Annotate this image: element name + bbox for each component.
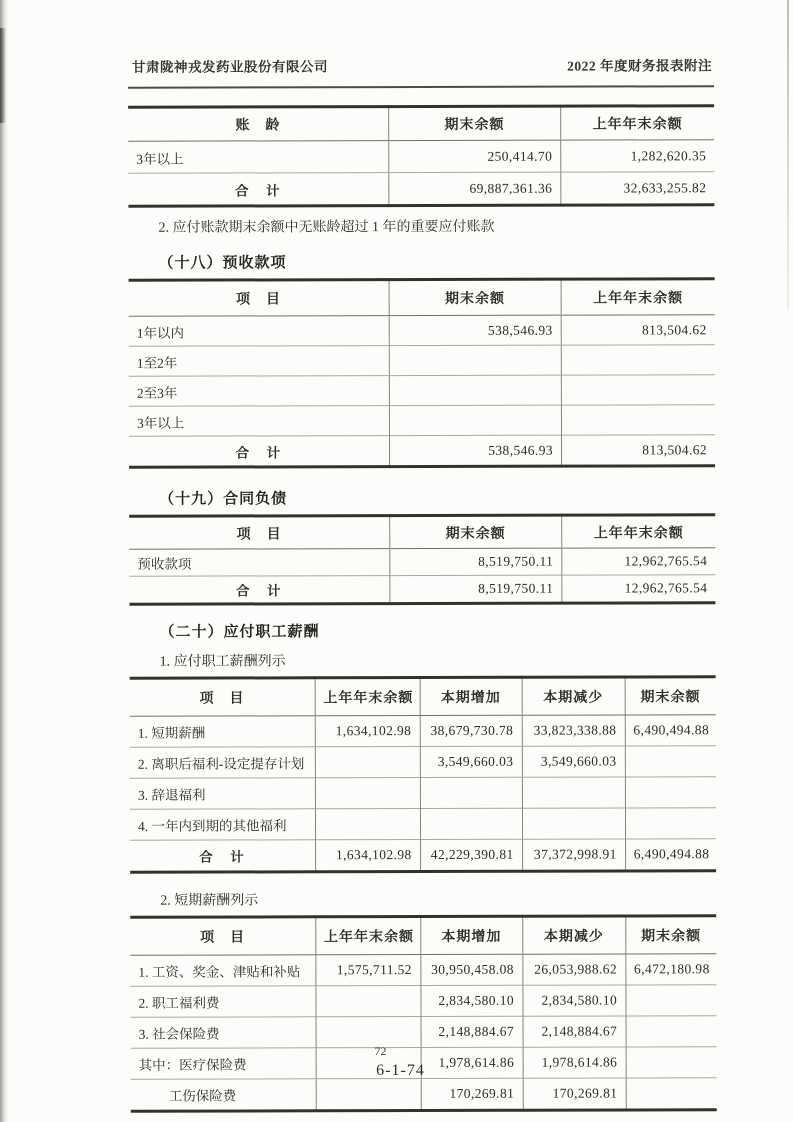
section-heading-19: （十九）合同负债 <box>159 491 288 508</box>
column-header: 期末余额 <box>389 515 561 548</box>
column-header: 账 龄 <box>128 107 388 142</box>
table-row <box>131 1078 717 1112</box>
table-row <box>130 715 716 748</box>
amount-cell: 6,472,180.98 <box>625 954 716 985</box>
table-row <box>130 777 716 810</box>
amount-cell: 3,549,660.03 <box>522 746 625 777</box>
amount-cell: 813,504.62 <box>561 315 715 345</box>
column-header: 本期减少 <box>522 677 625 715</box>
column-header: 项 目 <box>129 280 389 317</box>
table-row <box>129 375 715 407</box>
row-label-cell: 其中：医疗保险费 <box>131 1048 316 1079</box>
amount-cell <box>625 808 716 839</box>
amount-cell: 26,053,988.62 <box>522 954 625 985</box>
row-label-cell: 3. 社会保险费 <box>131 1017 316 1048</box>
row-label-cell: 2. 离职后福利-设定提存计划 <box>130 747 315 778</box>
table-row <box>130 985 716 1018</box>
doc-code: 6-1-74 <box>376 1062 425 1079</box>
amount-cell <box>420 808 522 839</box>
row-label-cell: 合 计 <box>128 173 388 207</box>
amount-cell: 12,962,765.54 <box>562 575 716 603</box>
column-header: 期末余额 <box>389 279 561 315</box>
table-row <box>130 746 716 779</box>
amount-cell <box>389 405 561 435</box>
row-label-cell: 1年以内 <box>136 325 184 341</box>
row-label-cell: 2. 职工福利费 <box>130 986 315 1017</box>
row-label-cell: 2至3年 <box>129 376 389 407</box>
section-heading-20: （二十）应付职工薪酬 <box>159 624 320 641</box>
row-label-cell: 1. 短期薪酬 <box>137 725 206 741</box>
table-row <box>129 548 715 577</box>
amount-cell <box>561 405 715 435</box>
header-row <box>130 916 716 956</box>
amount-cell: 1,575,711.52 <box>316 955 421 986</box>
amount-cell: 1,978,614.86 <box>523 1047 626 1078</box>
amount-cell: 1,282,620.35 <box>561 140 715 172</box>
row-label-cell: 3. 辞退福利 <box>130 778 315 809</box>
amount-cell <box>522 808 625 839</box>
amount-cell: 8,519,750.11 <box>390 575 562 603</box>
page-content <box>128 54 717 1113</box>
amount-cell <box>626 1016 717 1047</box>
scan-shadow-left-dark <box>0 28 6 123</box>
amount-cell <box>315 778 420 809</box>
amount-cell <box>626 1078 717 1110</box>
header-row <box>129 279 715 317</box>
amount-cell <box>625 777 716 808</box>
column-header: 上年年末余额 <box>561 106 715 140</box>
amount-cell: 30,950,458.08 <box>420 954 522 985</box>
contract-liabilities-table <box>129 513 715 606</box>
scan-line-right <box>787 0 789 310</box>
page-number: 72 <box>374 1044 387 1058</box>
amount-cell <box>625 746 716 777</box>
amount-cell: 1,978,614.86 <box>421 1047 523 1078</box>
column-header: 项 目 <box>130 678 315 716</box>
row-label-cell: 预收款项 <box>137 556 192 572</box>
total-row <box>129 575 715 605</box>
row-label-cell: 合 计 <box>129 436 389 468</box>
amount-cell <box>561 345 715 375</box>
amount-cell: 33,823,338.88 <box>522 715 625 746</box>
amount-cell: 250,414.70 <box>388 140 560 172</box>
table-row <box>129 405 715 437</box>
table-row <box>130 954 716 987</box>
employee-compensation-table <box>130 675 717 874</box>
short-term-compensation-table <box>130 914 717 1113</box>
amount-cell: 38,679,730.78 <box>420 715 522 746</box>
amount-cell <box>522 777 625 808</box>
table-row <box>129 345 715 377</box>
amount-cell <box>420 777 522 808</box>
column-header: 期末余额 <box>625 677 716 715</box>
total-row <box>130 839 716 873</box>
column-header: 上年年末余额 <box>561 279 715 315</box>
table-row <box>128 140 714 174</box>
amount-cell: 170,269.81 <box>523 1078 626 1110</box>
amount-cell <box>626 985 717 1016</box>
amount-cell: 69,887,361.36 <box>388 172 560 205</box>
column-header: 本期增加 <box>420 916 522 954</box>
total-row <box>129 435 715 468</box>
running-header <box>128 54 714 89</box>
amount-cell: 42,229,390.81 <box>420 839 522 871</box>
table-row <box>129 315 715 347</box>
amount-cell <box>315 809 420 840</box>
amount-cell: 2,148,884.67 <box>421 1016 523 1047</box>
amount-cell: 2,834,580.10 <box>522 985 625 1016</box>
amount-cell: 1,634,102.98 <box>315 716 420 747</box>
amount-cell: 6,490,494.88 <box>625 715 716 746</box>
header-row <box>129 515 715 550</box>
scan-shadow-left <box>0 0 8 1122</box>
row-label-cell: 4. 一年内到期的其他福利 <box>130 809 315 840</box>
amount-cell: 2,834,580.10 <box>420 985 522 1016</box>
header-row <box>128 106 714 142</box>
row-label-cell: 1至2年 <box>129 346 389 377</box>
column-header: 项 目 <box>129 516 389 550</box>
report-title: 2022 年度财务报表附注 <box>567 58 713 74</box>
column-header: 期末余额 <box>625 916 716 954</box>
subheading-short-term-list: 2. 短期薪酬列示 <box>160 893 259 909</box>
amount-cell <box>315 747 420 778</box>
note-text: 2. 应付账款期末余额中无账龄超过 1 年的重要应付账款 <box>158 219 495 236</box>
row-label-cell: 合 计 <box>129 576 389 605</box>
column-header: 上年年末余额 <box>562 515 716 548</box>
company-name: 甘肃陇神戎发药业股份有限公司 <box>132 59 329 75</box>
amount-cell: 3,549,660.03 <box>420 746 522 777</box>
amount-cell: 37,372,998.91 <box>522 839 625 871</box>
amount-cell <box>316 1079 421 1111</box>
amount-cell: 32,633,255.82 <box>561 172 715 205</box>
column-header: 期末余额 <box>388 106 560 140</box>
amount-cell: 6,490,494.88 <box>625 839 716 871</box>
row-label-cell: 3年以上 <box>136 151 184 167</box>
payables-aging-table <box>128 104 714 208</box>
amount-cell: 12,962,765.54 <box>562 548 716 575</box>
column-header: 本期减少 <box>522 916 625 954</box>
column-header: 本期增加 <box>420 677 522 715</box>
amount-cell: 1,634,102.98 <box>315 840 420 872</box>
row-label-cell: 1. 工资、奖金、津贴和补贴 <box>138 964 301 980</box>
amount-cell: 170,269.81 <box>421 1078 523 1110</box>
row-label-cell: 合 计 <box>130 840 315 872</box>
column-header: 上年年末余额 <box>315 678 420 716</box>
column-header: 上年年末余额 <box>315 917 420 955</box>
amount-cell <box>389 345 561 375</box>
row-label-cell: 工伤保险费 <box>131 1079 316 1111</box>
row-label-cell: 3年以上 <box>129 406 389 437</box>
column-header: 项 目 <box>130 917 315 955</box>
amount-cell <box>389 375 561 405</box>
header-row <box>130 677 716 717</box>
advances-received-table <box>129 277 715 469</box>
amount-cell: 538,546.93 <box>389 435 561 466</box>
amount-cell <box>316 986 421 1017</box>
amount-cell <box>561 375 715 405</box>
total-row <box>128 172 714 207</box>
table-row <box>130 808 716 841</box>
amount-cell: 8,519,750.11 <box>389 548 561 575</box>
amount-cell: 813,504.62 <box>561 435 715 466</box>
subheading-compensation-list: 1. 应付职工薪酬列示 <box>159 654 286 670</box>
amount-cell: 538,546.93 <box>389 315 561 345</box>
amount-cell: 2,148,884.67 <box>523 1016 626 1047</box>
section-heading-18: （十八）预收款项 <box>158 255 287 272</box>
